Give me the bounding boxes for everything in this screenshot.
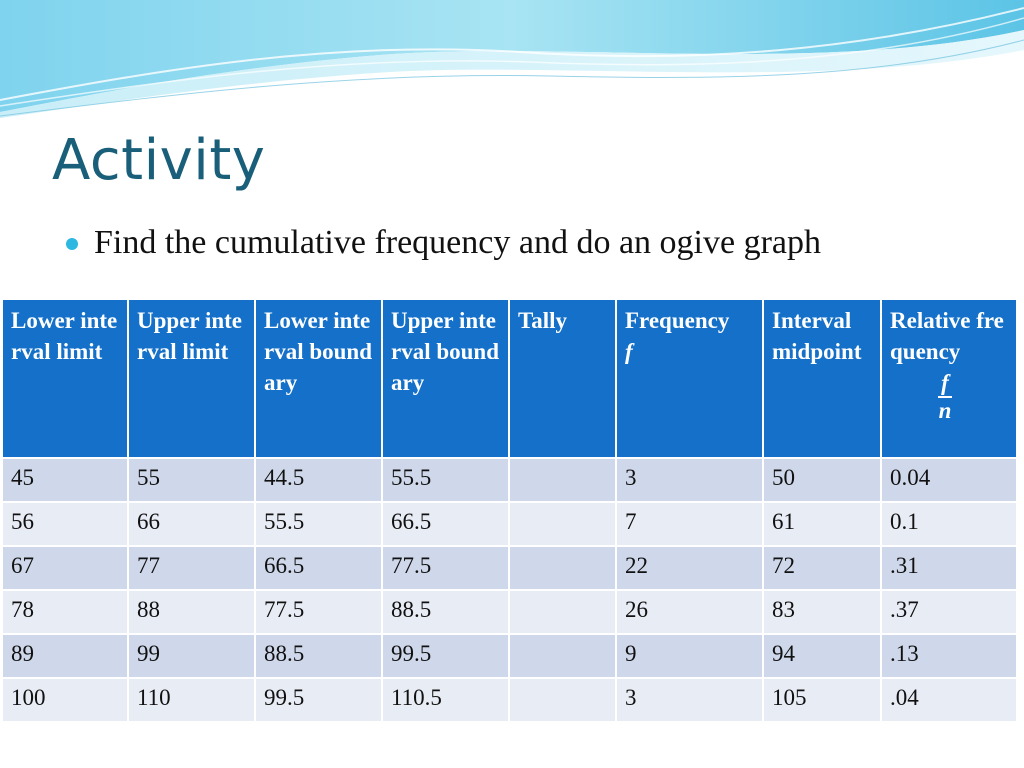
cell-lower-boundary: 66.5 (255, 546, 382, 590)
fraction-numerator: f (941, 370, 949, 395)
cell-upper-limit: 110 (128, 678, 255, 722)
cell-tally (509, 634, 616, 678)
cell-frequency: 3 (616, 678, 763, 722)
cell-lower-limit: 89 (2, 634, 128, 678)
table-row (2, 546, 1017, 590)
header-lower-interval-boundary: Lower interval boundary (255, 299, 382, 458)
cell-lower-limit: 100 (2, 678, 128, 722)
cell-upper-limit: 88 (128, 590, 255, 634)
bullet-text: Find the cumulative frequency and do an ogive graph (94, 224, 821, 261)
cell-lower-boundary: 88.5 (255, 634, 382, 678)
cell-lower-limit: 67 (2, 546, 128, 590)
cell-midpoint: 72 (763, 546, 881, 590)
cell-lower-limit: 45 (2, 458, 128, 502)
header-upper-interval-limit: Upper interval limit (128, 299, 255, 458)
cell-lower-boundary: 77.5 (255, 590, 382, 634)
cell-upper-boundary: 110.5 (382, 678, 509, 722)
cell-upper-boundary: 99.5 (382, 634, 509, 678)
cell-lower-boundary: 99.5 (255, 678, 382, 722)
cell-relative-frequency: .37 (881, 590, 1017, 634)
cell-upper-boundary: 77.5 (382, 546, 509, 590)
cell-tally (509, 678, 616, 722)
table-row (2, 590, 1017, 634)
bullet-item (66, 224, 821, 262)
header-tally: Tally (509, 299, 616, 458)
cell-tally (509, 546, 616, 590)
cell-tally (509, 458, 616, 502)
cell-lower-boundary: 55.5 (255, 502, 382, 546)
cell-upper-boundary: 55.5 (382, 458, 509, 502)
cell-upper-limit: 77 (128, 546, 255, 590)
cell-frequency: 9 (616, 634, 763, 678)
table-row (2, 458, 1017, 502)
frequency-table (1, 298, 1018, 723)
cell-midpoint: 94 (763, 634, 881, 678)
cell-midpoint: 50 (763, 458, 881, 502)
cell-frequency: 3 (616, 458, 763, 502)
cell-upper-boundary: 66.5 (382, 502, 509, 546)
cell-frequency: 26 (616, 590, 763, 634)
table-row (2, 502, 1017, 546)
cell-midpoint: 83 (763, 590, 881, 634)
bullet-dot-icon (66, 238, 78, 250)
cell-upper-limit: 55 (128, 458, 255, 502)
table-row (2, 634, 1017, 678)
cell-tally (509, 502, 616, 546)
relative-frequency-fraction (938, 370, 952, 424)
cell-frequency: 22 (616, 546, 763, 590)
cell-relative-frequency: 0.1 (881, 502, 1017, 546)
cell-upper-limit: 66 (128, 502, 255, 546)
cell-upper-boundary: 88.5 (382, 590, 509, 634)
slide-title: Activity (52, 128, 266, 193)
cell-upper-limit: 99 (128, 634, 255, 678)
cell-tally (509, 590, 616, 634)
cell-relative-frequency: .31 (881, 546, 1017, 590)
cell-lower-limit: 56 (2, 502, 128, 546)
frequency-symbol: f (625, 339, 633, 364)
header-frequency: Frequency f (616, 299, 763, 458)
header-relative-frequency: Relative frequency $\frac{f}{n}$ (881, 299, 1017, 458)
fraction-denominator: n (938, 398, 952, 423)
cell-midpoint: 105 (763, 678, 881, 722)
cell-midpoint: 61 (763, 502, 881, 546)
header-interval-midpoint: Interval midpoint (763, 299, 881, 458)
cell-relative-frequency: .13 (881, 634, 1017, 678)
cell-relative-frequency: .04 (881, 678, 1017, 722)
header-lower-interval-limit: Lower interval limit (2, 299, 128, 458)
header-upper-interval-boundary: Upper interval boundary (382, 299, 509, 458)
cell-frequency: 7 (616, 502, 763, 546)
table-header-row (2, 299, 1017, 458)
cell-lower-limit: 78 (2, 590, 128, 634)
cell-relative-frequency: 0.04 (881, 458, 1017, 502)
cell-lower-boundary: 44.5 (255, 458, 382, 502)
table-row (2, 678, 1017, 722)
decorative-wave-banner (0, 0, 1024, 130)
